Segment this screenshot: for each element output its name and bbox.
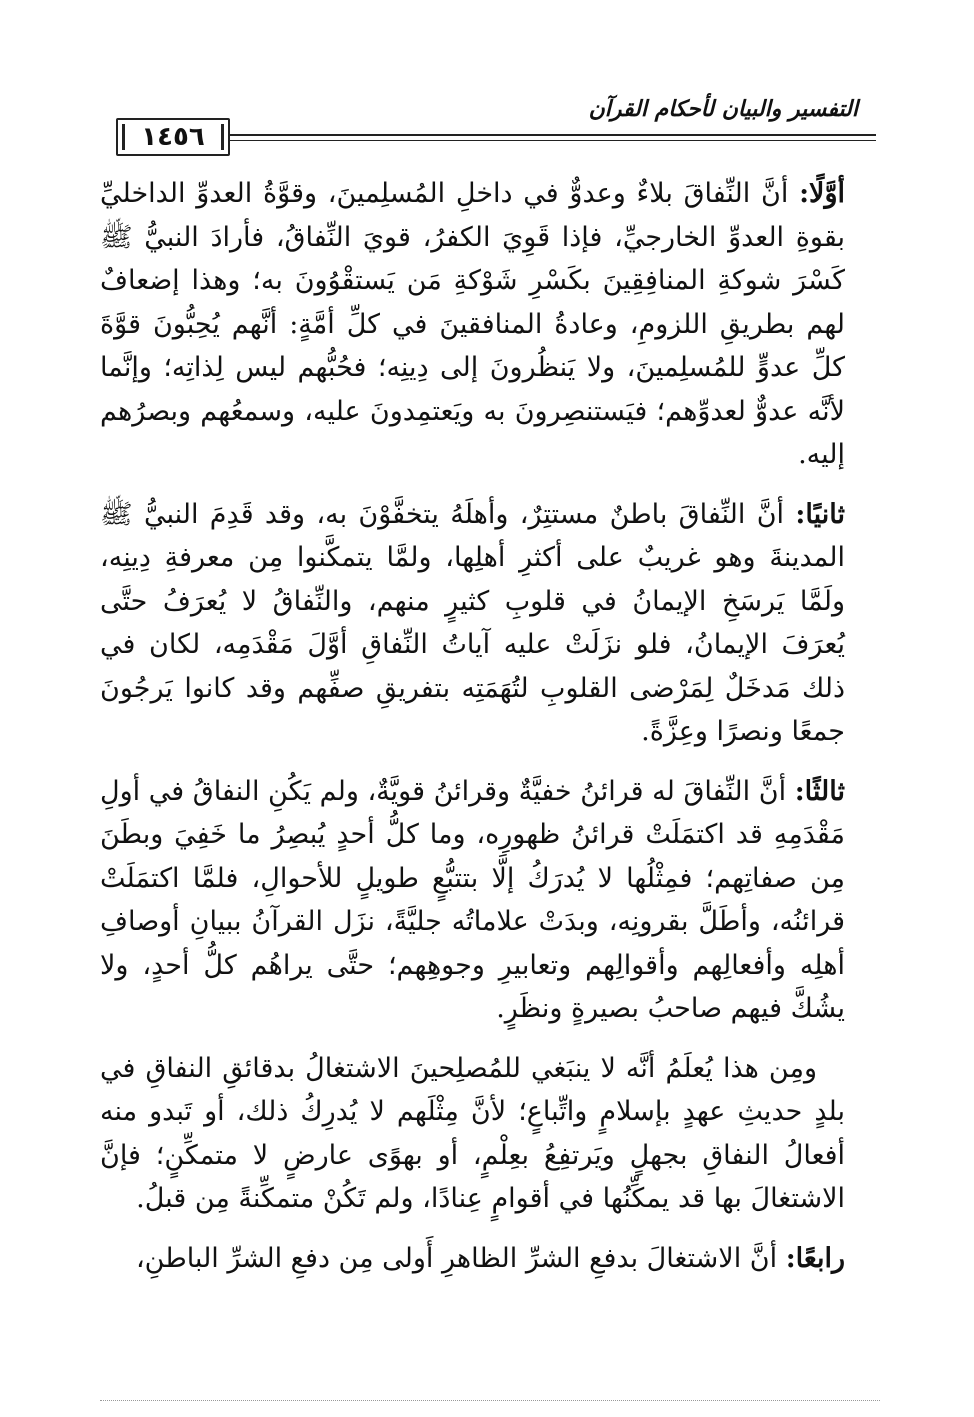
- paragraph-second: [100, 493, 845, 754]
- paragraph-fourth: [100, 1047, 845, 1221]
- paragraph-text: ومِن هذا يُعلَمُ أنَّه لا ينبَغي للمُصلِحينَ الاشتغالُ بدقائقِ النفاقِ في بلدٍ حديثِ عهدٍ بإسلامٍ واتِّباعٍ؛ لأنَّ مِثْلَهم لا يُدرِكُ ذلك، أو تَبدو منه أفعالُ النفاقِ بجهلٍ ويَرتفِعُ بعِلْمٍ، أو بهوًى عارضٍ لا متمكِّنٍ؛ فإنَّ الاشتغالَ بها قد يمكِّنُها في أقوامٍ عِنادًا، ولم تَكُنْ متمكِّنةً مِن قبلُ.: [100, 1052, 845, 1214]
- header-rule-thin: [226, 140, 876, 141]
- paragraph-third: [100, 770, 845, 1031]
- running-title: التفسير والبيان لأحكام القرآن: [588, 96, 858, 122]
- paragraph-text: أنَّ النِّفاقَ بلاءٌ وعدوٌّ في داخلِ المُسلِمينَ، وقوَّةُ العدوِّ الداخليِّ بقوةِ العدوِّ الخارجيِّ، فإذا قَوِيَ الكفرُ، قويَ النِّفاقُ، فأرادَ النبيُّ ﷺ كَسْرَ شوكةِ المنافِقِينَ بكَسْرِ شَوْكةِ مَن يَستقْوُونَ به؛ وهذا إضعافٌ لهم بطريقِ اللزومِ، وعادةُ المنافقينَ في كلِّ أمَّةٍ: أنَّهم يُحِبُّونَ قوَّةَ كلِّ عدوٍّ للمُسلِمينَ، ولا يَنظُرونَ إلى دِينِه؛ فحُبُّهم ليس لِذاتِه؛ وإنَّما لأنَّه عدوٌّ لعدوِّهم؛ فيَستنصِرونَ به ويَعتمِدونَ عليه، وسمعُهم وبصرُهم إليه.: [100, 178, 845, 470]
- paragraph-text: أنَّ الاشتغالَ بدفعِ الشرِّ الظاهرِ أَولى مِن دفعِ الشرِّ الباطنِ،: [135, 1242, 786, 1274]
- header-rule: [226, 134, 876, 136]
- bottom-edge-mark: [100, 1400, 880, 1402]
- paragraph-lead: أوَّلًا:: [799, 178, 845, 209]
- page-number: ١٤٥٦: [116, 118, 230, 156]
- paragraph-lead: رابعًا:: [785, 1242, 845, 1274]
- paragraph-first: [100, 172, 845, 477]
- paragraph-lead: ثانيًا:: [795, 498, 845, 530]
- paragraph-fifth: [100, 1237, 845, 1281]
- paragraph-lead: ثالثًا:: [794, 775, 845, 807]
- paragraph-text: أنَّ النِّفاقَ له قرائنُ خفيَّةٌ وقرائنُ قويَّةٌ، ولم يَكُنِ النفاقُ في أولِ مَقْدَمِهِ قد اكتمَلَتْ قرائنُ ظهورِه، وما كلُّ أحدٍ يُبصِرُ ما خَفِيَ وبطَنَ مِن صفاتِهم؛ فمِثْلُها لا يُدرَكُ إلَّا بتتبُّعٍ طويلٍ للأحوالِ، فلمَّا اكتمَلَتْ قرائنُه، وأطَلَّ بقرونِه، وبدَتْ علاماتُه جليَّةً، نزَل القرآنُ ببيانِ أوصافِ أهلِه وأفعالِهم وأقوالِهم وتعابيرِ وجوهِهم؛ حتَّى يراهُم كلُّ أحدٍ، ولا يشُكَّ فيهم صاحبُ بصيرةٍ ونظَرٍ.: [100, 775, 845, 1024]
- page-body: [100, 172, 845, 1296]
- paragraph-text: أنَّ النِّفاقَ باطنٌ مستتِرٌ، وأهلَهُ يتخفَّوْنَ به، وقد قَدِمَ النبيُّ ﷺ المدينةَ وهو غريبٌ على أكثرِ أهلِها، ولمَّا يتمكَّنوا مِن معرفةِ دِينِه، ولَمَّا يَرسَخِ الإيمانُ في قلوبِ كثيرٍ منهم، والنِّفاقُ لا يُعرَفُ حتَّى يُعرَفَ الإيمانُ، فلو نزَلَتْ عليه آياتُ النِّفاقِ أوَّلَ مَقْدَمِه، لكان في ذلك مَدخَلٌ لِمَرْضى القلوبِ لتُهَمَتِه بتفريقِ صفِّهم وقد كانوا يَرجُونَ جمعًا ونصرًا وعِزَّةً.: [100, 498, 845, 747]
- page-header: [96, 96, 876, 156]
